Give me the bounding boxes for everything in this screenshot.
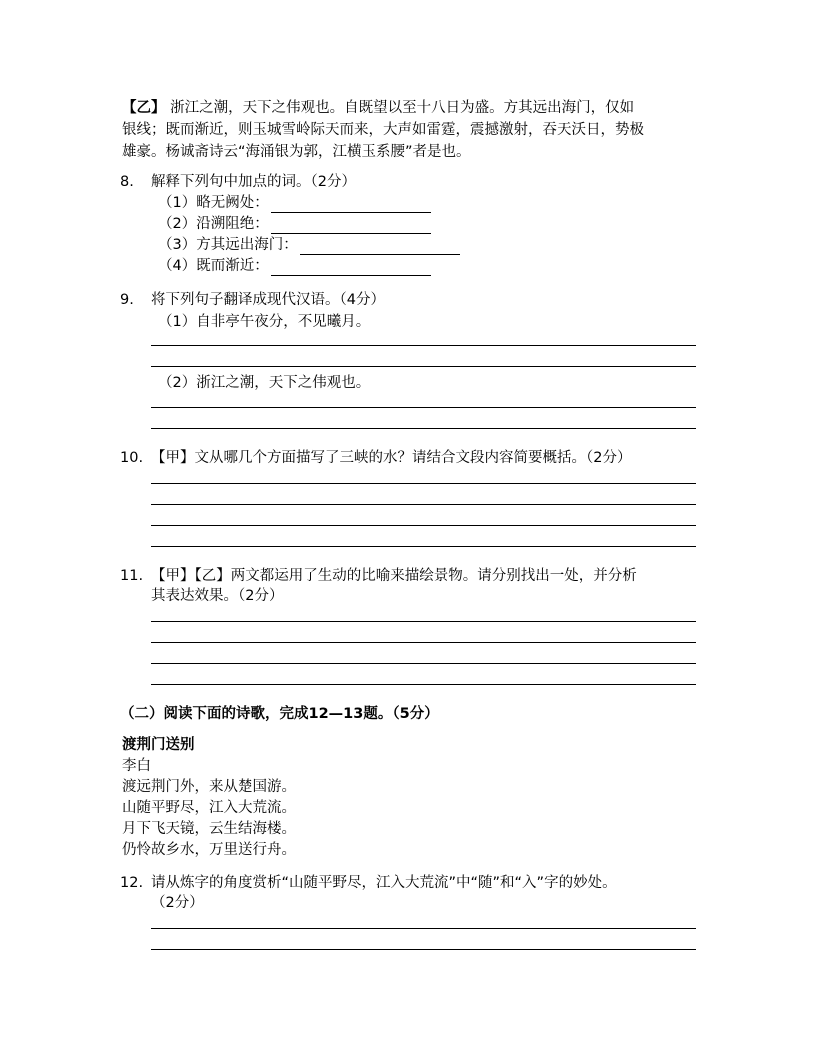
q8-item-3 [158, 235, 460, 255]
q12-line-1: 请从炼字的角度赏析“山随平野尽，江入大荒流”中“随”和“入”字的妙处。 [151, 875, 617, 891]
q10-number: 10. [120, 450, 144, 466]
q9-number: 9. [120, 292, 134, 308]
q8-number: 8. [120, 174, 134, 190]
q8-item-4 [158, 256, 431, 276]
answer-line[interactable] [151, 483, 696, 484]
q8-item-1 [158, 193, 431, 213]
passage-yi-tag: 【乙】 [122, 100, 166, 116]
q9-sub-2: （2）浙江之潮，天下之伟观也。 [158, 375, 371, 391]
q8-item-2-label: （2）沿溯阻绝： [158, 216, 269, 232]
answer-line[interactable] [151, 621, 696, 622]
q10-stem: 【甲】文从哪几个方面描写了三峡的水？请结合文段内容简要概括。（2分） [151, 450, 632, 466]
q8-item-3-label: （3）方其远出海门： [158, 237, 298, 253]
answer-line[interactable] [151, 345, 696, 346]
q12-number: 12. [120, 875, 144, 891]
answer-line[interactable] [151, 366, 696, 367]
q8-stem: 解释下列句中加点的词。（2分） [151, 174, 356, 190]
answer-line[interactable] [151, 407, 696, 408]
q8-item-4-label: （4）既而渐近： [158, 258, 269, 274]
q8-blank-1[interactable] [271, 196, 431, 213]
answer-line[interactable] [151, 642, 696, 643]
answer-line[interactable] [151, 663, 696, 664]
q9-stem: 将下列句子翻译成现代汉语。（4分） [151, 292, 385, 308]
poem-line-1: 渡远荆门外，来从楚国游。 [122, 779, 296, 795]
passage-yi-line-1 [122, 98, 634, 118]
answer-line[interactable] [151, 928, 696, 929]
answer-line[interactable] [151, 525, 696, 526]
q8-blank-4[interactable] [271, 259, 431, 276]
q11-line-1: 【甲】【乙】两文都运用了生动的比喻来描绘景物。请分别找出一处，并分析 [151, 568, 637, 584]
poem-title: 渡荆门送别 [122, 737, 195, 753]
poem-line-4: 仍怜故乡水，万里送行舟。 [122, 842, 296, 858]
passage-yi-text-1: 浙江之潮，天下之伟观也。自既望以至十八日为盛。方其远出海门，仅如 [170, 100, 635, 116]
q12-line-2: （2分） [151, 895, 204, 911]
answer-line[interactable] [151, 546, 696, 547]
q8-blank-2[interactable] [271, 217, 431, 234]
passage-yi-line-2: 银线；既而渐近，则玉城雪岭际天而来，大声如雷霆，震撼激射，吞天沃日，势极 [122, 122, 644, 138]
q11-line-2: 其表达效果。（2分） [151, 588, 284, 604]
answer-line[interactable] [151, 949, 696, 950]
answer-line[interactable] [151, 684, 696, 685]
answer-line[interactable] [151, 504, 696, 505]
q8-blank-3[interactable] [300, 238, 460, 255]
q9-sub-1: （1）自非亭午夜分，不见曦月。 [158, 314, 371, 330]
q11-number: 11. [120, 568, 144, 584]
q8-item-2 [158, 214, 431, 234]
poem-line-2: 山随平野尽，江入大荒流。 [122, 800, 296, 816]
poem-author: 李白 [122, 758, 151, 774]
passage-yi-line-3: 雄豪。杨诚斋诗云“海涌银为郭，江横玉系腰”者是也。 [122, 144, 471, 160]
poem-line-3: 月下飞天镜，云生结海楼。 [122, 821, 296, 837]
section-2-heading: （二）阅读下面的诗歌，完成12—13题。（5分） [120, 706, 439, 722]
answer-line[interactable] [151, 428, 696, 429]
q8-item-1-label: （1）略无阙处： [158, 195, 269, 211]
